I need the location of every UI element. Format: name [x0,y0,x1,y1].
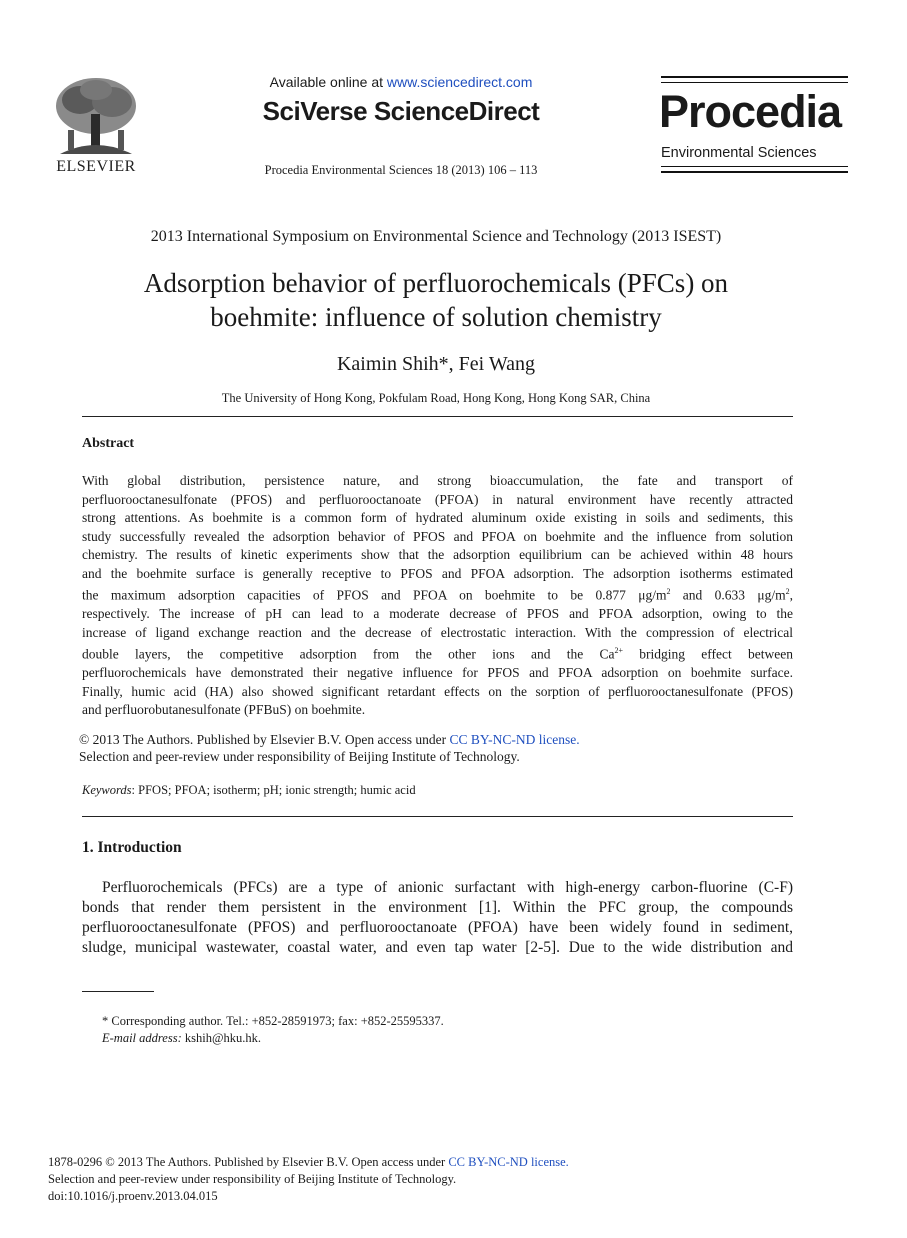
footnote-rule [82,991,154,992]
keywords [82,783,416,798]
abstract-line-calcium: double layers, the competitive adsorption from the other ions and the $Ca^{2+}$ bridging effect between [82,646,794,662]
issn-copyright: 1878-0296 © 2013 The Authors. Published by Elsevier B.V. Open access under [48,1155,449,1169]
procedia-bottom-rule [661,166,848,167]
keywords-label: Keywords [82,783,132,797]
license-link[interactable]: CC BY-NC-ND license. [449,732,580,747]
intro-line: Perfluorochemicals (PFCs) are a type of anionic surfactant with high-energy carbon-fluorine (C-F) [102,879,793,896]
sciencedirect-link[interactable]: www.sciencedirect.com [386,74,533,90]
abstract-line: study successfully revealed the adsorption behavior of PFOS and PFOA on boehmite and the influence from solution [82,528,793,544]
footnote [102,1013,444,1047]
abstract-line: perfluorochemicals have demonstrated their negative influence for PFOS and PFOA adsorption on boehmite surface. [82,665,793,680]
email-address: kshih@hku.hk. [181,1031,261,1045]
abstract-body [82,472,793,720]
journal-reference: Procedia Environmental Sciences 18 (2013) 106 – 113 [264,163,538,177]
procedia-top-rule [661,76,848,78]
copyright-block [79,731,799,765]
procedia-subtitle: Environmental Sciences [661,145,817,161]
procedia-logo: Procedia [659,86,842,137]
procedia-bottom-rule-2 [661,171,848,173]
peer-review-note: Selection and peer-review under responsibility of Beijing Institute of Technology. [79,749,520,764]
abstract-line: With global distribution, persistence nature, and strong bioaccumulation, the fate and transport of [82,473,793,488]
abstract-heading: Abstract [82,436,135,451]
introduction-heading: 1. Introduction [82,839,182,856]
conference-name: 2013 International Symposium on Environmental Science and Technology (2013 ISEST) [150,228,722,245]
page-footer [48,1154,569,1205]
abstract-line: chemistry. The results of kinetic experiments show that the adsorption equilibrium can be achieved within 48 hours [82,547,793,562]
footer-license-link[interactable]: CC BY-NC-ND license. [448,1155,569,1169]
email-label: E-mail address: [102,1031,182,1045]
abstract-line: increase of ligand exchange reaction and the decrease of electrostatic interaction. With the compression of electrical [82,624,793,640]
intro-line: sludge, municipal wastewater, coastal water, and even tap water [2-5]. Due to the wide distribution and [82,939,793,956]
intro-line: bonds that render them persistent in the environment [1]. Within the PFC group, the compounds [82,899,793,916]
abstract-line-capacities: the maximum adsorption capacities of PFOS and PFOA on boehmite to be 0.877 $\mu g/m^2$ and 0.633 $\mu g/m^2$, [82,587,794,603]
abstract-line: and the boehmite surface is generally receptive to PFOS and PFOA adsorption. The adsorption isotherms estimated [82,565,793,581]
paper-title-line2: boehmite: influence of solution chemistry [210,302,662,332]
elsevier-logo [50,74,142,178]
affiliation: The University of Hong Kong, Pokfulam Road, Hong Kong, Hong Kong SAR, China [221,391,651,405]
intro-line: perfluorooctanesulfonate (PFOS) and perfluorooctanoate (PFOA) have been widely found in sediment, [82,919,793,936]
corresponding-author: * Corresponding author. Tel.: +852-28591973; fax: +852-25595337. [102,1014,444,1028]
abstract-line: Finally, humic acid (HA) also showed significant retardant effects on the sorption of perfluorooctanesulfonate (PFOS) [82,683,793,699]
doi: doi:10.1016/j.proenv.2013.04.015 [48,1189,218,1203]
copyright-text: © 2013 The Authors. Published by Elsevier B.V. Open access under [79,732,450,747]
paper-title [60,266,812,334]
abstract-last-line: and perfluorobutanesulfonate (PFBuS) on boehmite. [82,702,366,717]
available-online [200,74,602,90]
available-prefix: Available online at [269,74,387,90]
introduction-body [82,878,793,958]
procedia-top-rule-2 [661,82,848,83]
abstract-line: strong attentions. As boehmite is a common form of hydrated aluminum oxide existing in soils and sediments, this [82,510,793,525]
abstract-top-rule [82,416,793,417]
footer-peer-review: Selection and peer-review under responsibility of Beijing Institute of Technology. [48,1172,457,1186]
abstract-bottom-rule [82,816,793,817]
sciverse-sciencedirect-logo: SciVerse ScienceDirect [262,96,540,126]
keywords-text: : PFOS; PFOA; isotherm; pH; ionic strength; humic acid [131,783,416,797]
paper-title-line1: Adsorption behavior of perfluorochemicals (PFCs) on [143,268,729,298]
elsevier-tree-icon [50,74,142,158]
abstract-line: respectively. The increase of pH can lead to a moderate decrease of PFOS and PFOA adsorption, owing to the [82,606,793,621]
elsevier-wordmark: ELSEVIER [56,158,136,175]
authors: Kaimin Shih*, Fei Wang [336,353,536,375]
abstract-line: perfluorooctanesulfonate (PFOS) and perfluorooctanoate (PFOA) in natural environment have recently attracted [82,491,793,507]
